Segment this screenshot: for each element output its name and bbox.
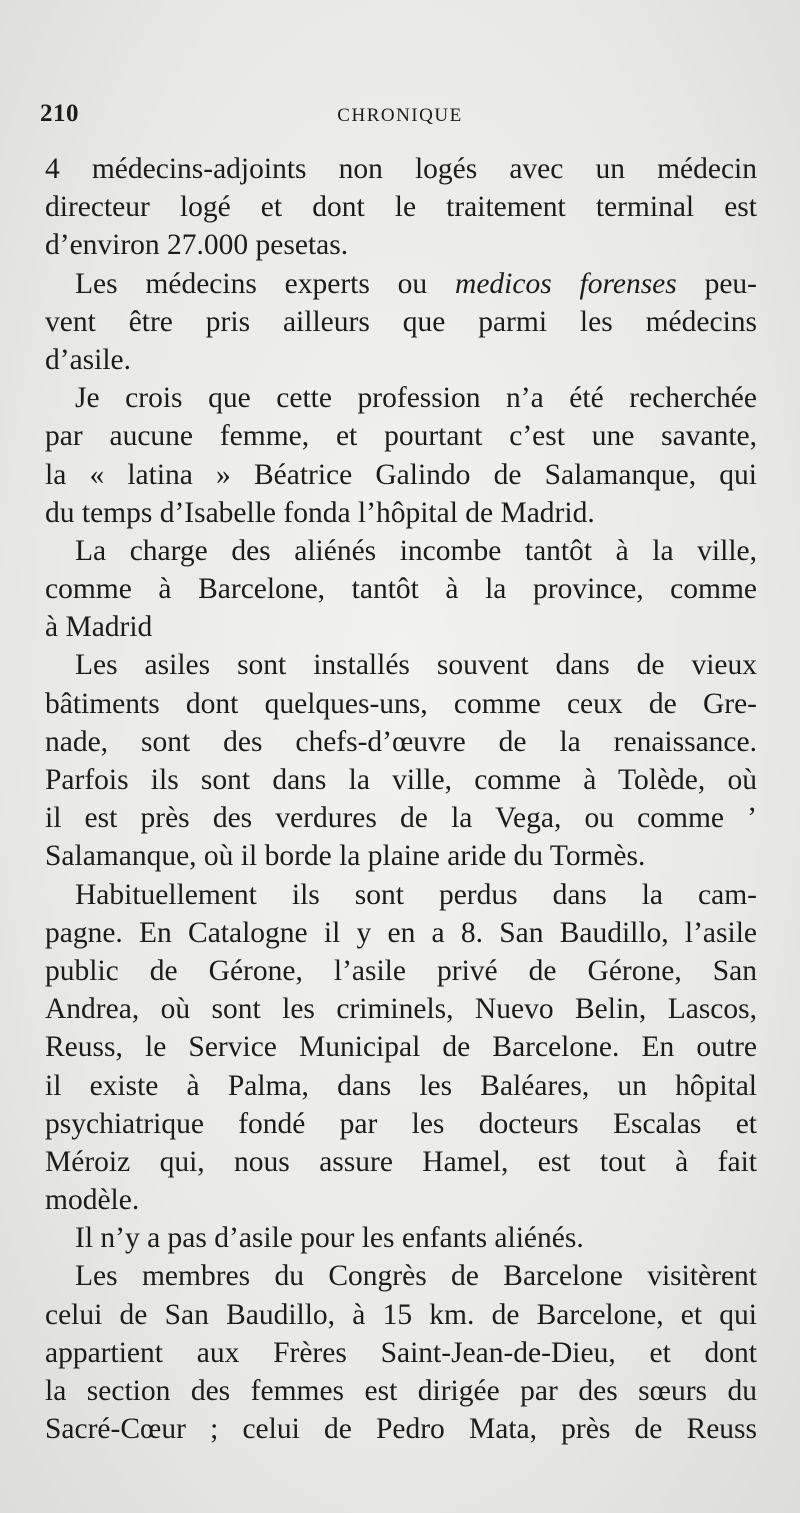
italic-term: medicos forenses bbox=[455, 267, 677, 300]
text-line: comme à Barcelone, tantôt à la province, comme bbox=[45, 573, 757, 606]
text-line: il existe à Palma, dans les Baléares, un hôpital bbox=[45, 1069, 757, 1102]
text-line: La charge des aliénés incombe tantôt à la ville, bbox=[75, 534, 757, 567]
text-segment: Les médecins experts ou bbox=[75, 267, 456, 300]
text-line: celui de San Baudillo, à 15 km. de Barcelone, et qui bbox=[45, 1298, 757, 1331]
text-line: Les membres du Congrès de Barcelone visitèrent bbox=[75, 1260, 757, 1293]
text-line: la « latina » Béatrice Galindo de Salamanque, qui bbox=[45, 458, 757, 491]
text-line bbox=[45, 265, 757, 303]
text-line: d’asile. bbox=[45, 343, 132, 376]
text-line: par aucune femme, et pourtant c’est une savante, bbox=[45, 420, 757, 453]
running-title: CHRONIQUE bbox=[337, 105, 463, 126]
text-line: directeur logé et dont le traitement terminal est bbox=[45, 191, 757, 224]
text-line: Habituellement ils sont perdus dans la cam- bbox=[75, 878, 757, 911]
text-line: Reuss, le Service Municipal de Barcelone. En outre bbox=[45, 1031, 757, 1064]
text-line: Je crois que cette profession n’a été recherchée bbox=[75, 382, 757, 415]
text-line: Sacré-Cœur ; celui de Pedro Mata, près de Reuss bbox=[45, 1413, 757, 1446]
text-line: Méroiz qui, nous assure Hamel, est tout à fait bbox=[45, 1145, 757, 1178]
text-line: à Madrid bbox=[45, 611, 153, 644]
text-line: vent être pris ailleurs que parmi les médecins bbox=[45, 305, 757, 338]
text-line: d’environ 27.000 pesetas. bbox=[45, 229, 349, 262]
text-line: Andrea, où sont les criminels, Nuevo Belin, Lascos, bbox=[45, 993, 757, 1026]
page-number: 210 bbox=[40, 100, 79, 127]
text-line: appartient aux Frères Saint-Jean-de-Dieu, et dont bbox=[45, 1336, 757, 1369]
text-line: bâtiments dont quelques-uns, comme ceux de Gre- bbox=[45, 687, 757, 720]
text-line: Les asiles sont installés souvent dans de vieux bbox=[75, 649, 757, 682]
text-line: 4 médecins-adjoints non logés avec un médecin bbox=[45, 153, 757, 185]
text-line: la section des femmes est dirigée par des sœurs du bbox=[45, 1375, 757, 1407]
text-line: Il n’y a pas d’asile pour les enfants aliénés. bbox=[75, 1222, 584, 1255]
text-line: du temps d’Isabelle fonda l’hôpital de Madrid. bbox=[45, 496, 595, 529]
text-line: psychiatrique fondé par les docteurs Escalas et bbox=[45, 1107, 757, 1140]
text-line: pagne. En Catalogne il y en a 8. San Baudillo, l’asile bbox=[45, 916, 757, 949]
text-line: Parfois ils sont dans la ville, comme à Tolède, où bbox=[45, 764, 757, 796]
text-line: il est près des verdures de la Vega, ou comme ’ bbox=[45, 802, 757, 835]
page-header bbox=[40, 100, 760, 136]
text-line: modèle. bbox=[45, 1184, 140, 1217]
text-line: public de Gérone, l’asile privé de Gérone, San bbox=[45, 954, 757, 987]
text-segment: peu- bbox=[676, 267, 757, 300]
text-line: nade, sont des chefs-d’œuvre de la renaissance. bbox=[45, 725, 757, 758]
body-text bbox=[45, 150, 757, 1448]
text-line: Salamanque, où il borde la plaine aride du Tormès. bbox=[45, 840, 646, 873]
